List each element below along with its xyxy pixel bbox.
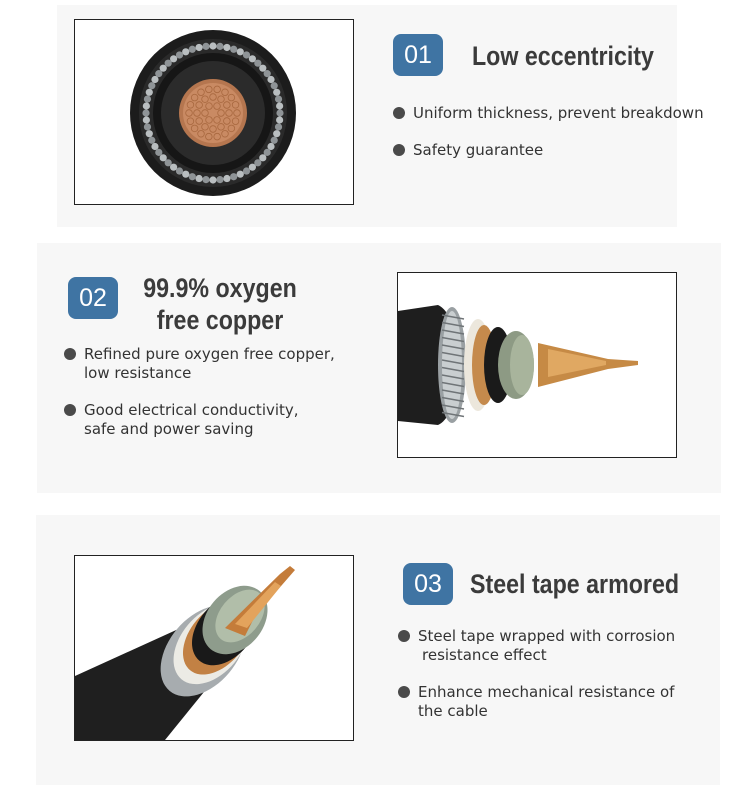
bullet-dot-icon [64,404,76,416]
bullet-text-line-1: Good electrical conductivity, [84,401,299,419]
bullet-text-line-2: the cable [418,702,488,720]
feature-number-badge-2: 02 [68,277,118,319]
feature-number-badge-1: 01 [393,34,443,76]
bullet-text: Safety guarantee [413,141,544,159]
bullet-text-line-1: Steel tape wrapped with corrosion [418,627,676,645]
bullet-dot-icon [393,144,405,156]
cable-cross-section-image [74,19,354,205]
bullet-dot-icon [64,348,76,360]
feature-title-2-line-1: 99.9% oxygen [143,273,297,303]
feature-title-3: Steel tape armored [470,569,680,599]
feature-title-2-line-2: free copper [156,305,284,335]
bullet-text-line-2: low resistance [84,364,192,382]
bullet-text-line-2: safe and power saving [84,420,254,438]
bullet-dot-icon [398,630,410,642]
feature-1-bullet-1 [393,104,723,123]
feature-title-2 [134,272,306,336]
feature-number-badge-3: 03 [403,563,453,605]
feature-title-1: Low eccentricity [472,41,654,71]
bullet-text: Uniform thickness, prevent breakdown [413,104,704,122]
bullet-text-line-2: resistance effect [422,646,547,664]
bullet-text-line-1: Enhance mechanical resistance of [418,683,675,701]
cable-angled-view-image [74,555,354,741]
bullet-dot-icon [398,686,410,698]
feature-2-bullet-2 [64,401,364,439]
feature-2-bullet-1 [64,345,364,383]
cable-side-view-image [397,272,677,458]
bullet-dot-icon [393,107,405,119]
feature-3-bullet-1 [398,627,728,665]
feature-1-bullet-2 [393,141,723,160]
bullet-text-line-1: Refined pure oxygen free copper, [84,345,335,363]
feature-3-bullet-2 [398,683,728,721]
